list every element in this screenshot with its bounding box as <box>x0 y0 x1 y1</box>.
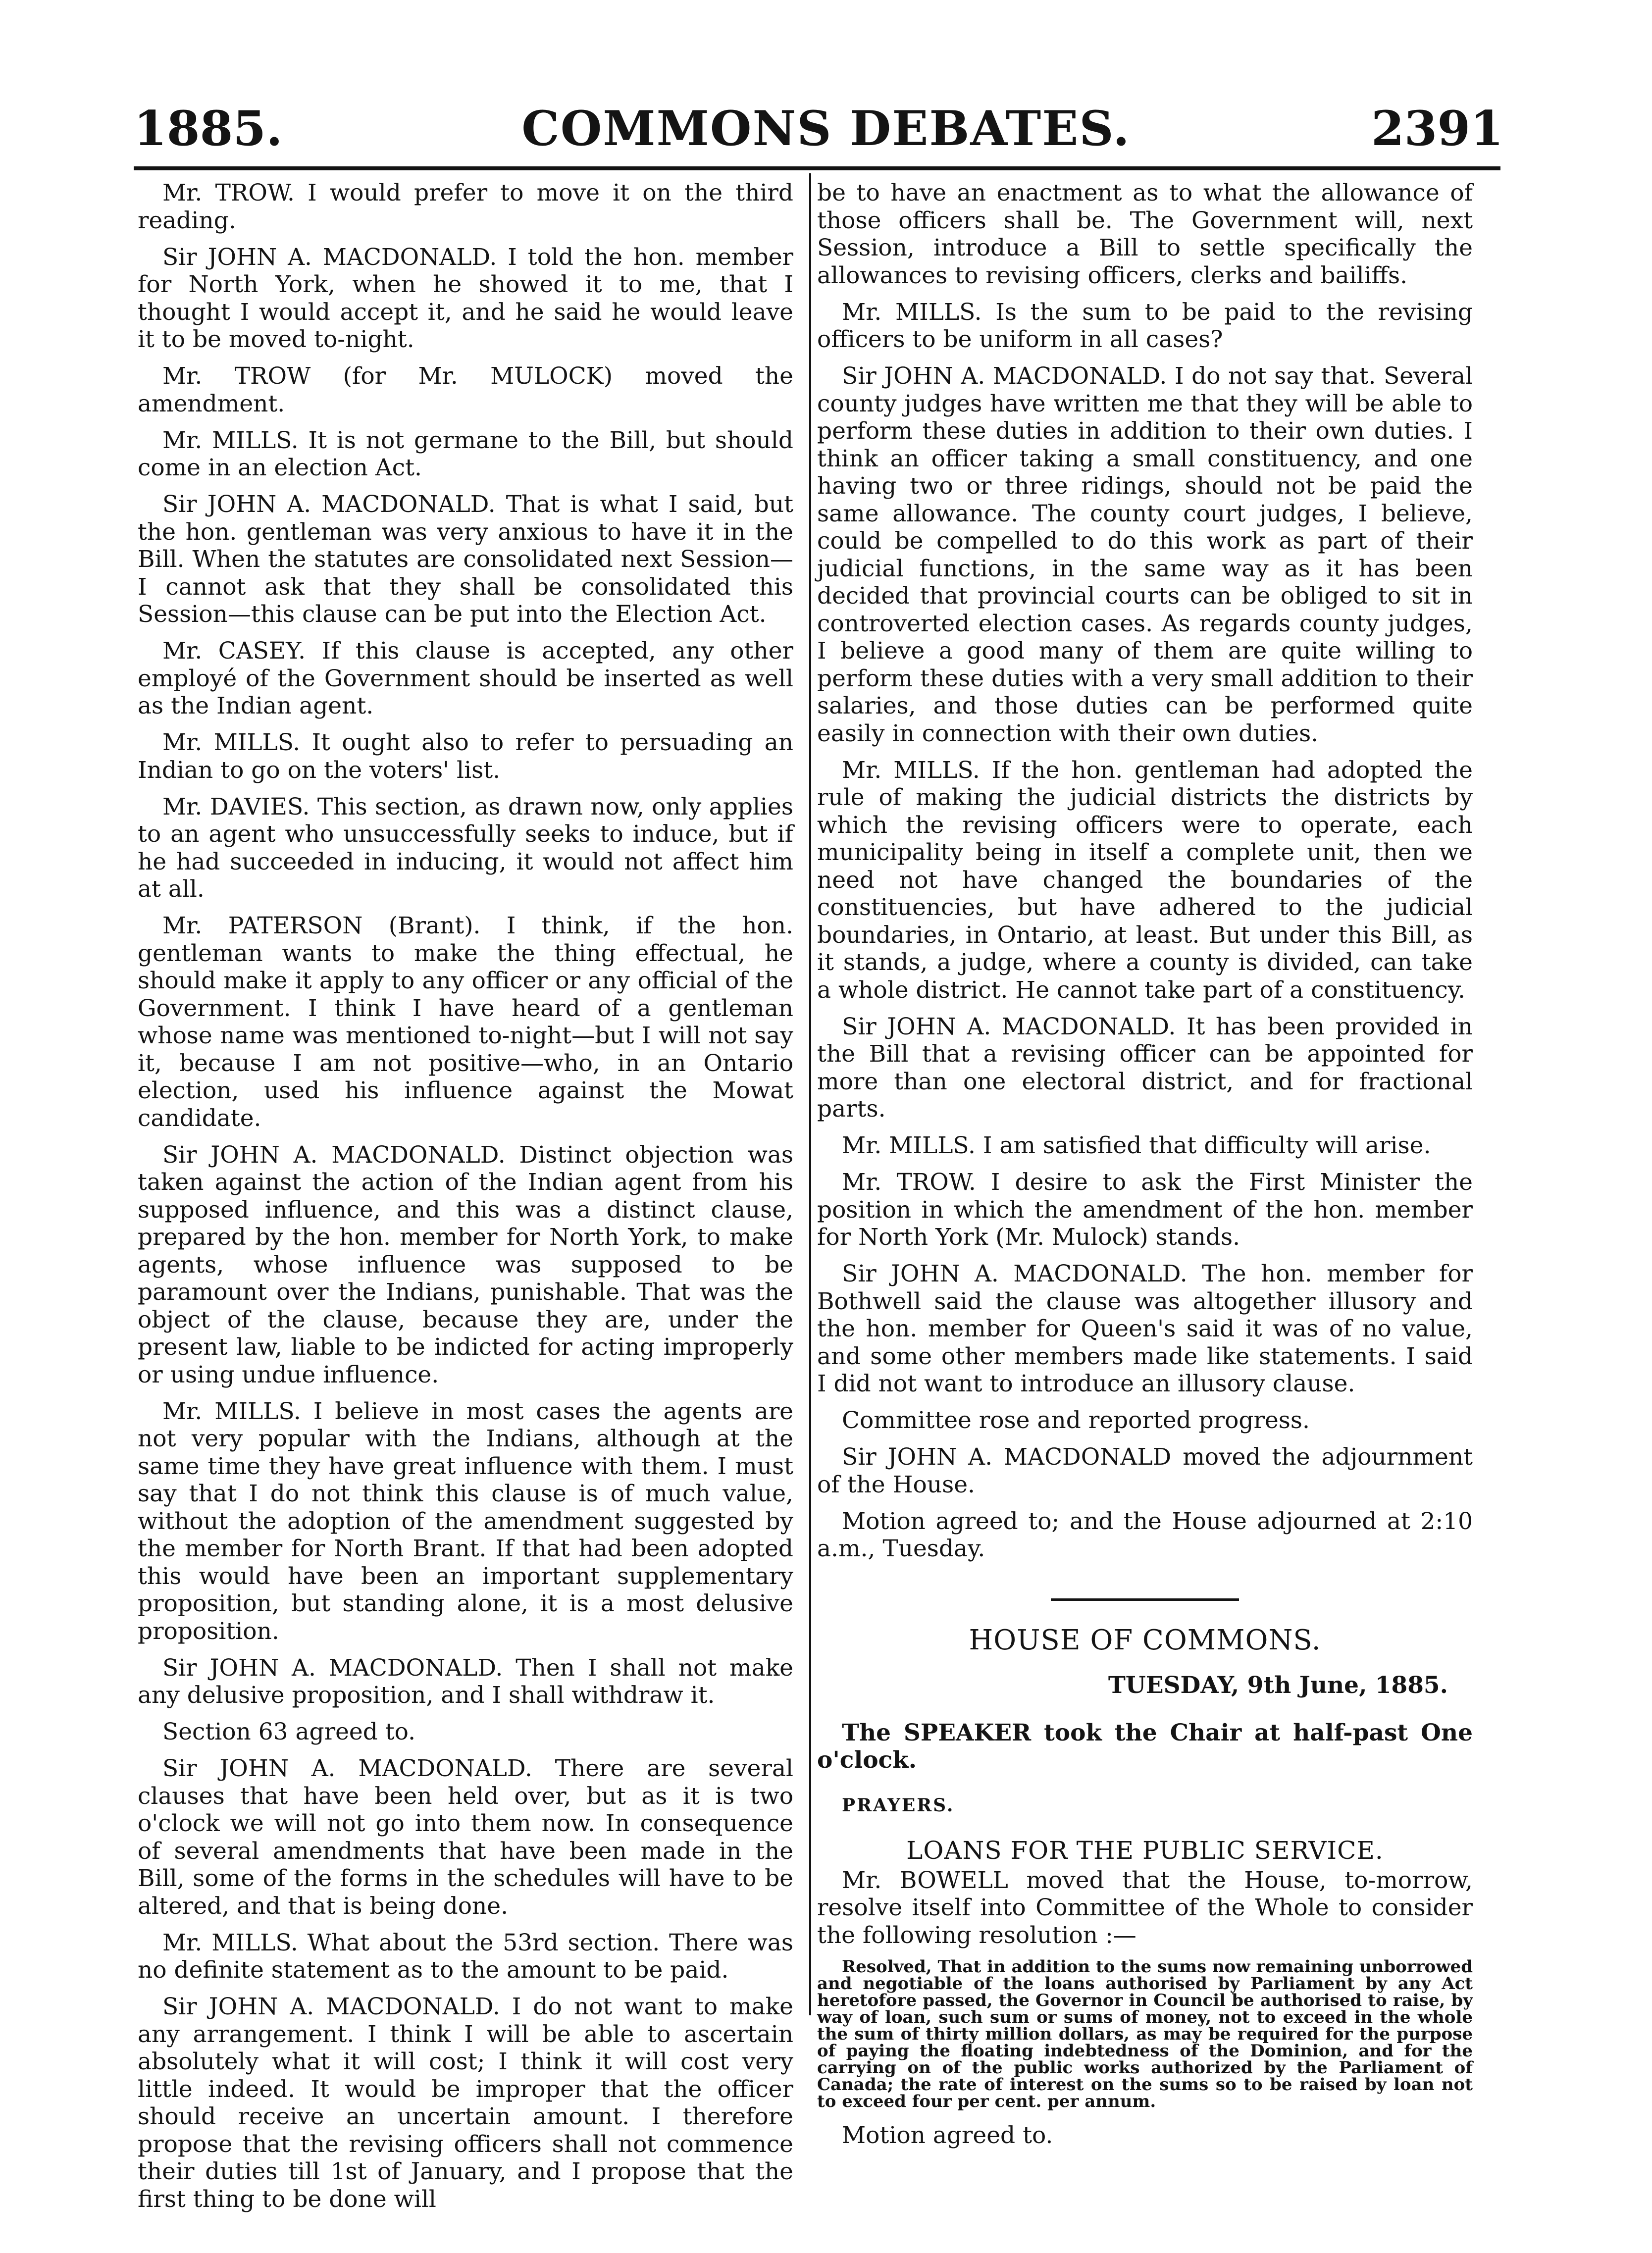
left-column <box>138 179 793 2213</box>
speech-paragraph: Mr. MILLS. I am satisfied that difficulty will arise. <box>842 1132 1431 1159</box>
speech-paragraph: Sir JOHN A. MACDONALD. Then I shall not make any delusive proposition, and I shall withdraw it. <box>138 1654 793 1709</box>
speech-paragraph: Mr. TROW (for Mr. MULOCK) moved the amendment. <box>138 362 793 417</box>
speech-paragraph: Committee rose and reported progress. <box>842 1407 1310 1434</box>
speech-paragraph: Sir JOHN A. MACDONALD. The hon. member for Bothwell said the clause was altogether illusory and the hon. member for Queen's said it was of no value, and some other members made like statements. I said I did not want to introduce an illusory clause. <box>817 1260 1473 1397</box>
speech-paragraph: Sir JOHN A. MACDONALD moved the adjournment of the House. <box>817 1443 1473 1498</box>
prayers-heading: PRAYERS. <box>842 1794 955 1816</box>
speech-paragraph: Mr. TROW. I desire to ask the First Minister the position in which the amendment of the hon. member for North York (Mr. Mulock) stands. <box>817 1169 1473 1251</box>
header-page-number: 2391 <box>1371 101 1503 156</box>
resolution-text: Resolved, That in addition to the sums now remaining unborrowed and negotiable of the loans authorised by Parliament by any Act heretofore passed, the Governor in Council be authorised to raise, by way of loan, such sum or sums of money, not to exceed in the whole the sum of thirty million dollars, as may be required for the purpose of paying the floating indebtedness of the Dominion, and for the carrying on of the public works authorized by the Parliament of Canada; the rate of interest on the sums so to be raised by loan not to exceed four per cent. per annum. <box>817 1956 1473 2111</box>
speech-paragraph: Mr. TROW. I would prefer to move it on the third reading. <box>138 179 793 234</box>
speech-paragraph: Sir JOHN A. MACDONALD. It has been provided in the Bill that a revising officer can be appointed for more than one electoral district, and for fractional parts. <box>817 1013 1473 1123</box>
speech-paragraph: Mr. MILLS. Is the sum to be paid to the revising officers to be uniform in all cases? <box>817 298 1473 353</box>
speech-paragraph: Mr. DAVIES. This section, as drawn now, only applies to an agent who unsuccessfully seeks to induce, but if he had succeeded in inducing, it would not affect him at all. <box>138 793 793 903</box>
sitting-date: TUESDAY, 9th June, 1885. <box>1108 1672 1448 1699</box>
speech-paragraph: Mr. MILLS. If the hon. gentleman had adopted the rule of making the judicial districts the districts by which the revising officers were to operate, each municipality being in itself a complete unit, then we need not have changed the boundaries of the constituencies, but have adhered to the judicial boundaries, in Ontario, at least. But under this Bill, as it stands, a judge, where a county is divided, can take a whole district. He cannot take part of a constituency. <box>817 756 1473 1004</box>
motion-paragraph: Mr. BOWELL moved that the House, to-morrow, resolve itself into Committee of the Whole to consider the following resolution :— <box>817 1866 1473 1949</box>
speech-paragraph: Motion agreed to; and the House adjourned at 2:10 a.m., Tuesday. <box>817 1507 1473 1562</box>
header-title: COMMONS DEBATES. <box>521 101 1131 156</box>
speaker-line: The SPEAKER took the Chair at half-past One o'clock. <box>817 1719 1473 1774</box>
speech-paragraph: Sir JOHN A. MACDONALD. I do not want to make any arrangement. I think I will be able to ascertain absolutely what it will cost; I think it will cost very little indeed. It would be improper that the officer should receive an uncertain amount. I therefore propose that the revising officers shall not commence their duties till 1st of January, and I propose that the first thing to be done will <box>138 1993 793 2213</box>
speech-paragraph: Sir JOHN A. MACDONALD. I told the hon. member for North York, when he showed it to me, that I thought I would accept it, and he said he would leave it to be moved to-night. <box>138 243 793 353</box>
speech-paragraph: Mr. MILLS. It is not germane to the Bill, but should come in an election Act. <box>138 426 793 481</box>
right-column <box>817 179 1473 2149</box>
closing-line: Motion agreed to. <box>842 2121 1053 2149</box>
speech-paragraph: Mr. PATERSON (Brant). I think, if the hon. gentleman wants to make the thing effectual, he should make it apply to any officer or any official of the Government. I think I have heard of a gentleman whose name was mentioned to-night—but I will not say it, because I am not positive—who, in an Ontario election, used his influence against the Mowat candidate. <box>138 912 793 1132</box>
speech-paragraph: Sir JOHN A. MACDONALD. Distinct objection was taken against the action of the Indian agent from his supposed influence, and this was a distinct clause, prepared by the hon. member for North York, to make agents, whose influence was supposed to be paramount over the Indians, punishable. That was the object of the clause, because they are, under the present law, liable to be indicted for acting improperly or using undue influence. <box>138 1141 793 1388</box>
speech-paragraph: Sir JOHN A. MACDONALD. There are several clauses that have been held over, but as it is two o'clock we will not go into them now. In consequence of several amendments that have been made in the Bill, some of the forms in the schedules will have to be altered, and that is being done. <box>138 1755 793 1920</box>
house-of-commons-heading: HOUSE OF COMMONS. <box>969 1624 1321 1656</box>
header-year: 1885. <box>134 101 283 156</box>
speech-paragraph: Mr. MILLS. I believe in most cases the agents are not very popular with the Indians, although at the same time they have great influence with them. I must say that I do not think this clause is of much value, without the adoption of the amendment suggested by the member for North Brant. If that had been adopted this would have been an important supplementary proposition, but standing alone, it is a most delusive proposition. <box>138 1397 793 1645</box>
speech-paragraph: Mr. MILLS. What about the 53rd section. There was no definite statement as to the amount to be paid. <box>138 1929 793 1984</box>
speech-paragraph: Mr. MILLS. It ought also to refer to persuading an Indian to go on the voters' list. <box>138 729 793 784</box>
speech-paragraph: Sir JOHN A. MACDONALD. I do not say that. Several county judges have written me that they will be able to perform these duties in addition to their own duties. I think an officer taking a small constituency, and one having two or three ridings, should not be paid the same allowance. The county court judges, I believe, could be compelled to do this work as part of their judicial functions, in the same way as it has been decided that provincial courts can be obliged to sit in controverted election cases. As regards county judges, I believe a good many of them are quite willing to perform these duties with a very small addition to their salaries, and those duties can be performed quite easily in connection with their own duties. <box>817 362 1473 747</box>
section-divider <box>1051 1598 1239 1601</box>
speech-paragraph: Section 63 agreed to. <box>162 1718 416 1745</box>
column-divider <box>809 173 811 2015</box>
speech-paragraph: Mr. CASEY. If this clause is accepted, any other employé of the Government should be inserted as well as the Indian agent. <box>138 637 793 719</box>
loans-section-title: LOANS FOR THE PUBLIC SERVICE. <box>906 1836 1384 1865</box>
header-rule <box>134 166 1500 170</box>
speech-paragraph: be to have an enactment as to what the allowance of those officers shall be. The Government will, next Session, introduce a Bill to settle specifically the allowances to revising officers, clerks and bailiffs. <box>817 179 1473 289</box>
speech-paragraph: Sir JOHN A. MACDONALD. That is what I said, but the hon. gentleman was very anxious to have it in the Bill. When the statutes are consolidated next Session—I cannot ask that they shall be consolidated this Session—this clause can be put into the Election Act. <box>138 491 793 628</box>
